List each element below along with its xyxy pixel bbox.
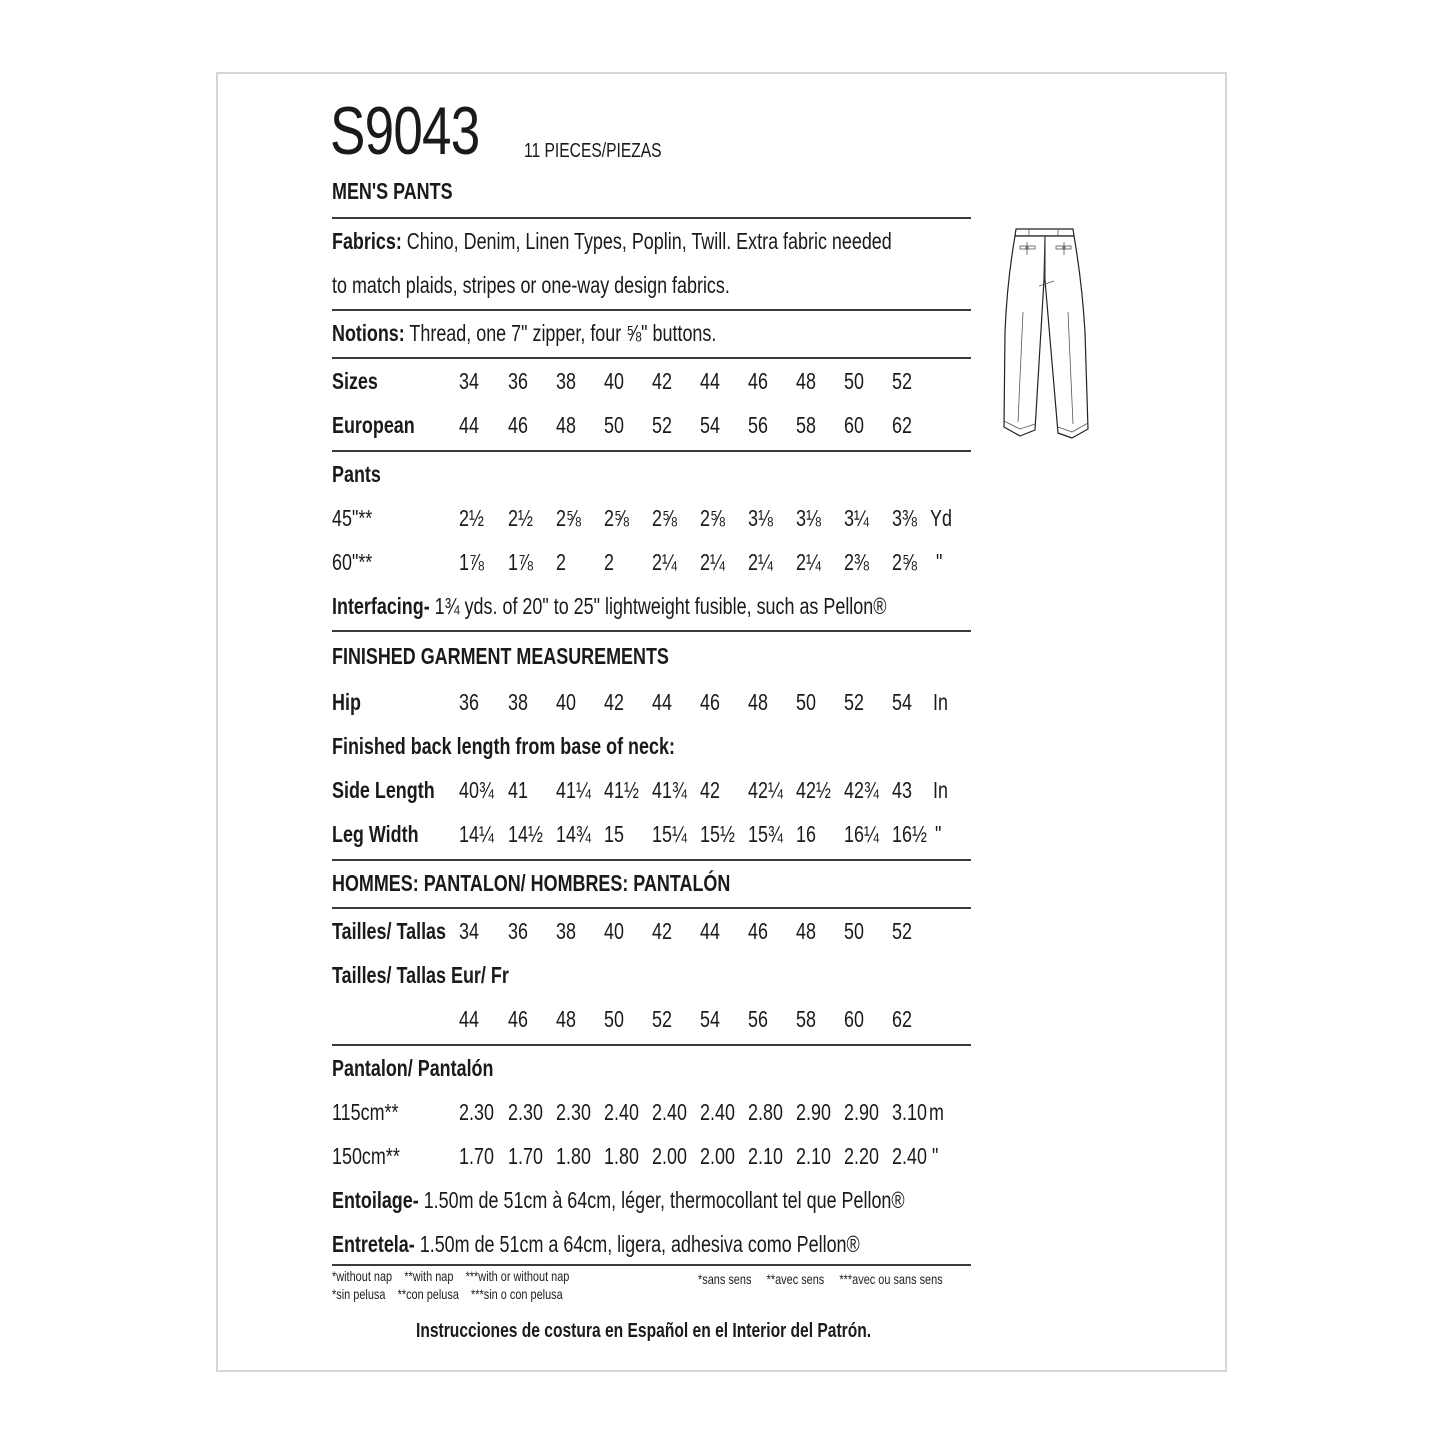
size-cell: 50 — [604, 1006, 624, 1032]
size-cell: 58 — [796, 412, 816, 438]
size-cell: 60 — [844, 412, 864, 438]
interfacing-label: Interfacing- — [332, 593, 430, 619]
footnote-item: *sin pelusa — [332, 1286, 386, 1302]
measure-cell: 14¾ — [556, 821, 591, 847]
measure-cell: 41¼ — [556, 777, 591, 803]
divider — [332, 309, 971, 311]
pattern-title — [332, 178, 487, 205]
interfacing-line — [332, 593, 1043, 620]
yardage-cell: 3⅜ — [892, 505, 917, 531]
notions-text: Thread, one 7" zipper, four ⅝" buttons. — [409, 320, 717, 346]
yardage-cell: 2⅝ — [892, 549, 917, 575]
size-cell: 54 — [700, 1006, 720, 1032]
size-cell: 48 — [796, 368, 816, 394]
divider — [332, 357, 971, 359]
entretela-text: 1.50m de 51cm a 64cm, ligera, adhesiva como Pellon® — [419, 1231, 860, 1257]
footnote-item: ***sin o con pelusa — [471, 1286, 563, 1302]
size-cell: 42 — [652, 918, 672, 944]
tailles-eur-text: Tailles/ Tallas Eur/ Fr — [332, 962, 509, 988]
footnote-item: *without nap — [332, 1268, 393, 1284]
measure-cell: 16½ — [892, 821, 927, 847]
metric-cell: 2.90 — [844, 1099, 879, 1125]
size-cell: 44 — [700, 918, 720, 944]
size-cell: 48 — [796, 918, 816, 944]
back-length-label — [332, 733, 772, 760]
size-cell: 34 — [459, 368, 479, 394]
measure-cell: 40¾ — [459, 777, 494, 803]
hip-label: Hip — [332, 689, 361, 715]
size-cell: 54 — [700, 412, 720, 438]
entretela-label: Entretela- — [332, 1231, 415, 1257]
measure-cell: 38 — [508, 689, 528, 715]
yardage-cell: 2⅝ — [604, 505, 629, 531]
translation-heading — [332, 870, 843, 897]
metric-cell: 2.20 — [844, 1143, 879, 1169]
fabrics-text: Chino, Denim, Linen Types, Poplin, Twill. Extra fabric needed — [406, 228, 892, 254]
metric-cell: 2.00 — [700, 1143, 735, 1169]
size-cell: 44 — [700, 368, 720, 394]
size-cell: 50 — [844, 368, 864, 394]
yardage-cell: 2⅝ — [556, 505, 581, 531]
size-cell: 56 — [748, 1006, 768, 1032]
size-cell: 60 — [844, 1006, 864, 1032]
footnote-item: **with nap — [404, 1268, 454, 1284]
size-cell: 52 — [652, 412, 672, 438]
footnote-item: **avec sens — [766, 1271, 825, 1287]
size-cell: 48 — [556, 412, 576, 438]
size-cell: 36 — [508, 918, 528, 944]
leg-width-label: Leg Width — [332, 821, 419, 847]
footnote-item: **con pelusa — [397, 1286, 459, 1302]
metric-cell: 2.30 — [459, 1099, 494, 1125]
yardage-cell: 3⅛ — [796, 505, 821, 531]
size-cell: 46 — [508, 1006, 528, 1032]
divider — [332, 907, 971, 909]
measure-cell: 46 — [700, 689, 720, 715]
interfacing-text: 1¾ yds. of 20" to 25" lightweight fusible, such as Pellon® — [434, 593, 887, 619]
footnote-item: ***with or without nap — [465, 1268, 570, 1284]
metric-cell: 1.80 — [556, 1143, 591, 1169]
metric-cell: 1.70 — [459, 1143, 494, 1169]
tailles-eur-label — [332, 962, 559, 989]
metric-cell: 1.70 — [508, 1143, 543, 1169]
notions-line — [332, 320, 825, 347]
european-label: European — [332, 412, 415, 438]
measure-cell: 16 — [796, 821, 816, 847]
yardage-cell: 2¼ — [700, 549, 725, 575]
unit-label: In — [933, 689, 948, 715]
entoilage-text: 1.50m de 51cm à 64cm, léger, thermocollant tel que Pellon® — [423, 1187, 905, 1213]
metric-cell: 2.40 — [892, 1143, 927, 1169]
metric-cell: 2.10 — [796, 1143, 831, 1169]
measure-cell: 54 — [892, 689, 912, 715]
pantalon-heading — [332, 1055, 539, 1082]
pants-heading — [332, 461, 395, 488]
divider — [332, 1264, 971, 1266]
measure-cell: 15½ — [700, 821, 735, 847]
fabric-width-label: 115cm** — [332, 1099, 399, 1125]
divider — [332, 450, 971, 452]
pants-label: Pants — [332, 461, 381, 487]
pantalon-label: Pantalon/ Pantalón — [332, 1055, 494, 1081]
size-cell: 46 — [508, 412, 528, 438]
metric-cell: 2.40 — [652, 1099, 687, 1125]
pieces-count-text: 11 PIECES/PIEZAS — [524, 140, 662, 162]
footnote-en — [332, 1268, 636, 1284]
size-cell: 62 — [892, 412, 912, 438]
yardage-cell: 2⅝ — [652, 505, 677, 531]
metric-cell: 2.40 — [700, 1099, 735, 1125]
metric-cell: 2.30 — [556, 1099, 591, 1125]
size-cell: 52 — [892, 368, 912, 394]
size-cell: 48 — [556, 1006, 576, 1032]
measure-cell: 41 — [508, 777, 528, 803]
footnote-es — [332, 1286, 628, 1302]
size-cell: 44 — [459, 1006, 479, 1032]
metric-cell: 2.80 — [748, 1099, 783, 1125]
size-cell: 62 — [892, 1006, 912, 1032]
size-cell: 52 — [892, 918, 912, 944]
yardage-cell: 2½ — [508, 505, 533, 531]
measure-cell: 48 — [748, 689, 768, 715]
pattern-number — [330, 93, 522, 169]
yardage-cell: 1⅞ — [459, 549, 484, 575]
size-cell: 40 — [604, 368, 624, 394]
yardage-cell: 3⅛ — [748, 505, 773, 531]
yardage-cell: 2¼ — [652, 549, 677, 575]
size-cell: 38 — [556, 918, 576, 944]
metric-cell: 2.90 — [796, 1099, 831, 1125]
back-length-text: Finished back length from base of neck: — [332, 733, 675, 759]
unit-label: m — [929, 1099, 944, 1125]
metric-cell: 2.30 — [508, 1099, 543, 1125]
pants-back-view-illustration-icon — [998, 222, 1098, 452]
footnote-item: *sans sens — [698, 1271, 752, 1287]
pattern-title-text: MEN'S PANTS — [332, 178, 453, 204]
yardage-cell: 2⅜ — [844, 549, 869, 575]
divider — [332, 859, 971, 861]
size-cell: 38 — [556, 368, 576, 394]
yardage-cell: 2⅝ — [700, 505, 725, 531]
size-cell: 58 — [796, 1006, 816, 1032]
pattern-number-text: S9043 — [330, 93, 480, 169]
tailles-label: Tailles/ Tallas — [332, 918, 447, 944]
yardage-cell: 2 — [604, 549, 614, 575]
measure-cell: 52 — [844, 689, 864, 715]
fabrics-line-2 — [332, 272, 842, 299]
metric-cell: 1.80 — [604, 1143, 639, 1169]
divider — [332, 1044, 971, 1046]
measure-cell: 36 — [459, 689, 479, 715]
unit-label: " — [935, 821, 942, 847]
yardage-cell: 3¼ — [844, 505, 869, 531]
unit-label: Yd — [930, 505, 952, 531]
footnote-fr — [698, 1271, 1012, 1287]
spanish-instructions-text: Instrucciones de costura en Español en el Interior del Patrón. — [416, 1320, 872, 1342]
measure-cell: 41¾ — [652, 777, 687, 803]
yardage-cell: 2 — [556, 549, 566, 575]
metric-cell: 2.10 — [748, 1143, 783, 1169]
fabric-width-label: 60"** — [332, 549, 373, 575]
size-cell: 52 — [652, 1006, 672, 1032]
measure-cell: 44 — [652, 689, 672, 715]
fabrics-line-1 — [332, 228, 1050, 255]
sizes-label: Sizes — [332, 368, 378, 394]
fabrics-label: Fabrics: — [332, 228, 402, 254]
finished-measurements-heading — [332, 643, 764, 670]
unit-label: " — [932, 1143, 939, 1169]
measure-cell: 14¼ — [459, 821, 494, 847]
measure-cell: 42 — [604, 689, 624, 715]
measure-cell: 15¾ — [748, 821, 783, 847]
yardage-cell: 2½ — [459, 505, 484, 531]
size-cell: 34 — [459, 918, 479, 944]
size-cell: 50 — [844, 918, 864, 944]
metric-cell: 2.40 — [604, 1099, 639, 1125]
size-cell: 56 — [748, 412, 768, 438]
size-cell: 44 — [459, 412, 479, 438]
measure-cell: 50 — [796, 689, 816, 715]
footnote-item: ***avec ou sans sens — [839, 1271, 943, 1287]
measure-cell: 16¼ — [844, 821, 879, 847]
measure-cell: 42 — [700, 777, 720, 803]
pieces-count — [524, 140, 700, 163]
measure-cell: 42½ — [796, 777, 831, 803]
yardage-cell: 2¼ — [748, 549, 773, 575]
notions-label: Notions: — [332, 320, 405, 346]
fabric-width-label: 150cm** — [332, 1143, 400, 1169]
size-cell: 46 — [748, 918, 768, 944]
translation-heading-text: HOMMES: PANTALON/ HOMBRES: PANTALÓN — [332, 870, 731, 896]
divider — [332, 630, 971, 632]
finished-heading-text: FINISHED GARMENT MEASUREMENTS — [332, 643, 669, 669]
measure-cell: 15 — [604, 821, 624, 847]
side-length-label: Side Length — [332, 777, 435, 803]
metric-cell: 2.00 — [652, 1143, 687, 1169]
unit-label: " — [936, 549, 943, 575]
measure-cell: 14½ — [508, 821, 543, 847]
measure-cell: 42¾ — [844, 777, 879, 803]
size-cell: 36 — [508, 368, 528, 394]
entoilage-line — [332, 1187, 1066, 1214]
entoilage-label: Entoilage- — [332, 1187, 419, 1213]
measure-cell: 40 — [556, 689, 576, 715]
divider — [332, 217, 971, 219]
measure-cell: 42¼ — [748, 777, 783, 803]
measure-cell: 43 — [892, 777, 912, 803]
fabric-width-label: 45"** — [332, 505, 373, 531]
metric-cell: 3.10 — [892, 1099, 927, 1125]
size-cell: 42 — [652, 368, 672, 394]
spanish-instructions-note — [416, 1320, 999, 1343]
measure-cell: 41½ — [604, 777, 639, 803]
fabrics-text-2: to match plaids, stripes or one-way design fabrics. — [332, 272, 730, 298]
size-cell: 40 — [604, 918, 624, 944]
size-cell: 50 — [604, 412, 624, 438]
measure-cell: 15¼ — [652, 821, 687, 847]
yardage-cell: 1⅞ — [508, 549, 533, 575]
size-cell: 46 — [748, 368, 768, 394]
entretela-line — [332, 1231, 1009, 1258]
yardage-cell: 2¼ — [796, 549, 821, 575]
unit-label: In — [933, 777, 948, 803]
